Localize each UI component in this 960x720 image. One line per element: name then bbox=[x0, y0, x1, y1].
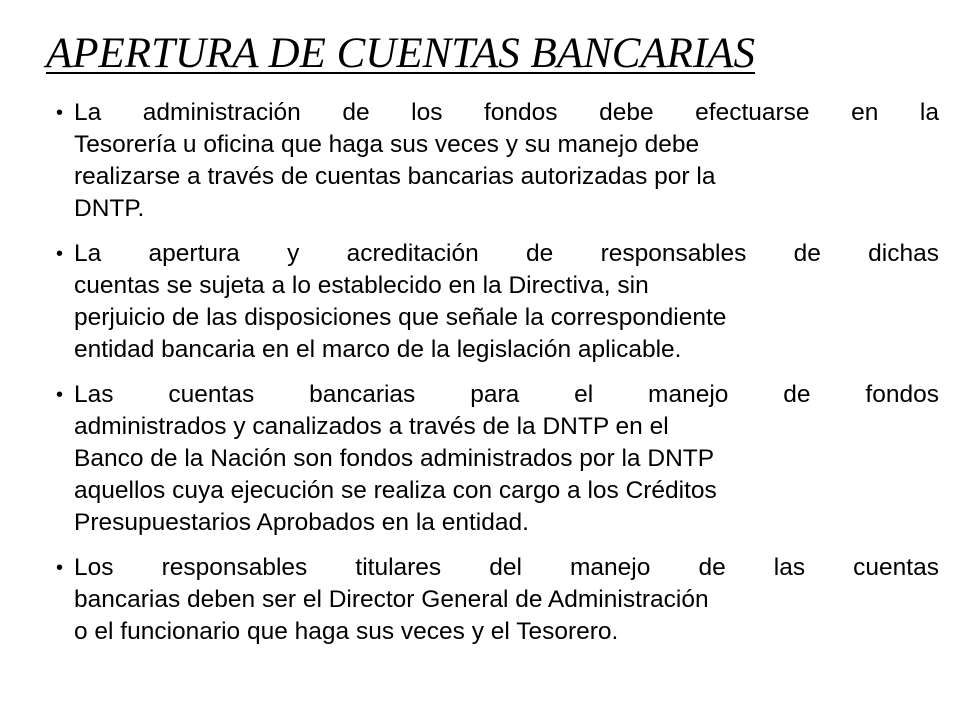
bullet-line: realizarse a través de cuentas bancarias autorizadas por la bbox=[74, 163, 716, 190]
bullet-line: entidad bancaria en el marco de la legislación aplicable. bbox=[74, 336, 682, 363]
bullet-line: • Las cuentas bancarias para el manejo de fondos bbox=[74, 381, 939, 408]
bullet-item bbox=[54, 97, 939, 225]
bullet-line: bancarias deben ser el Director General de Administración bbox=[74, 586, 709, 613]
slide-title: APERTURA DE CUENTAS BANCARIAS bbox=[46, 30, 756, 77]
bullet-line: cuentas se sujeta a lo establecido en la Directiva, sin bbox=[74, 272, 649, 299]
bullet-line: • Los responsables titulares del manejo de las cuentas bbox=[74, 554, 939, 581]
bullet-line: aquellos cuya ejecución se realiza con cargo a los Créditos bbox=[74, 477, 717, 504]
bullet-line: administrados y canalizados a través de la DNTP en el bbox=[74, 413, 669, 440]
bullet-item bbox=[54, 238, 939, 366]
bullet-line: Banco de la Nación son fondos administrados por la DNTP bbox=[74, 445, 715, 472]
bullet-line: DNTP. bbox=[74, 195, 145, 222]
bullet-line: o el funcionario que haga sus veces y el Tesorero. bbox=[74, 618, 619, 645]
bullet-line: • La administración de los fondos debe efectuarse en la bbox=[74, 99, 939, 126]
bullet-line: perjuicio de las disposiciones que señale la correspondiente bbox=[74, 304, 727, 331]
bullet-item bbox=[54, 379, 939, 539]
bullet-line: Tesorería u oficina que haga sus veces y su manejo debe bbox=[74, 131, 700, 158]
bullet-line: • La apertura y acreditación de responsables de dichas bbox=[74, 240, 939, 267]
bullet-line: Presupuestarios Aprobados en la entidad. bbox=[74, 509, 529, 536]
bullet-item bbox=[54, 552, 939, 648]
bullet-list bbox=[54, 97, 939, 661]
